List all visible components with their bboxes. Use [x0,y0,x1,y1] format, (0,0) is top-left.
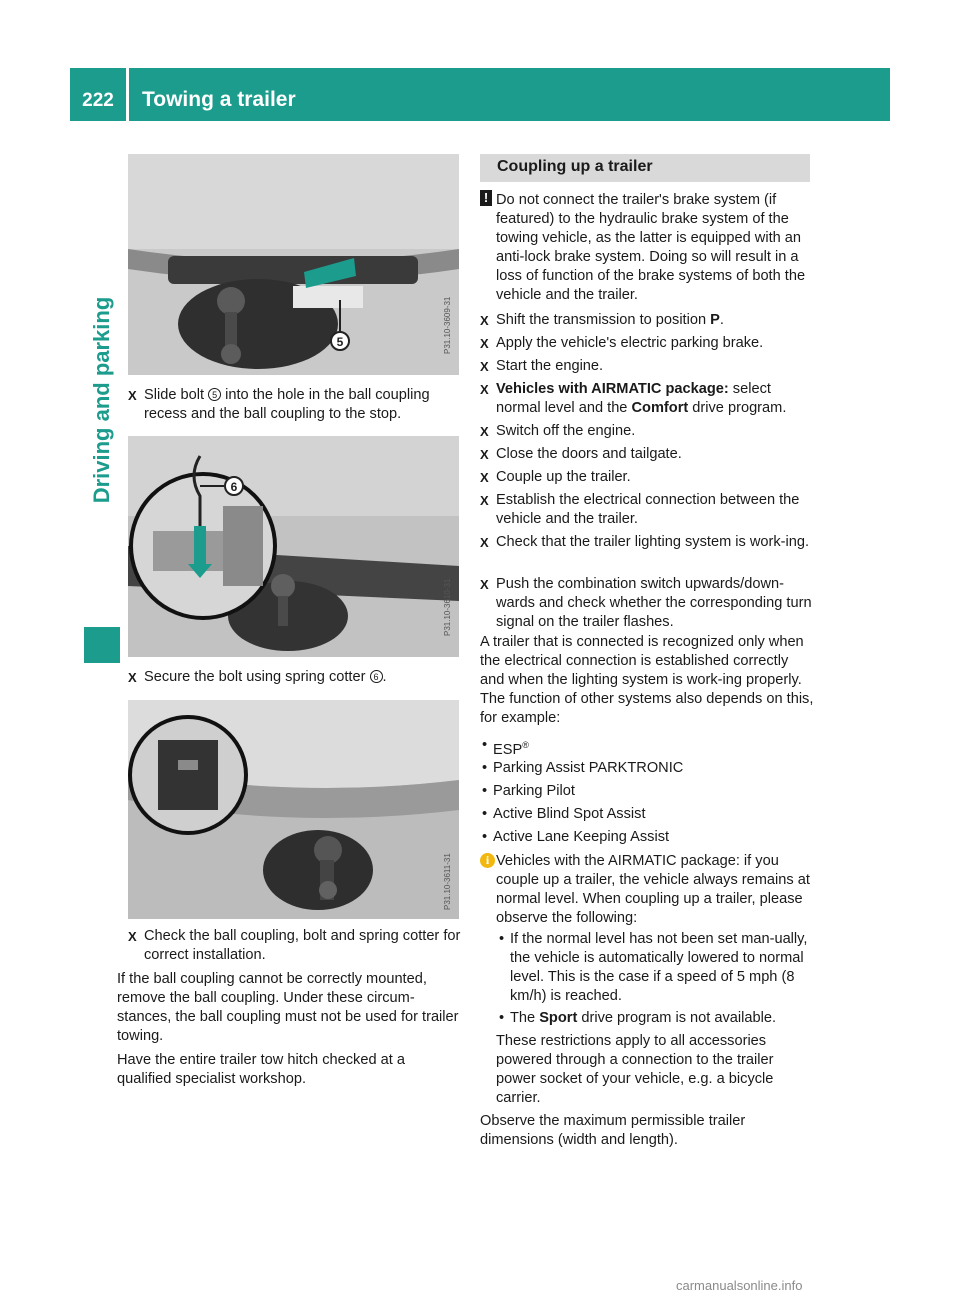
step-close-doors: X Close the doors and tailgate. [480,446,682,462]
step-couple-up: X Couple up the trailer. [480,469,631,485]
header-divider [126,68,129,121]
step-arrow-icon: X [480,424,489,439]
warning-text: Do not connect the trailer's brake system (if featured) to the hydraulic brake system of the towing vehicle, as the latter is equipped with an anti-lock brake system. Doing so will result in a loss of function of the brake systems of both the vehicle and the trailer. [496,192,806,303]
step-check-lighting: X Check that the trailer lighting system is work-ing. [480,534,810,550]
list-item: • Parking Assist PARKTRONIC [482,760,684,776]
paragraph-have-checked: Have the entire trailer tow hitch checked at a qualified specialist workshop. [117,1052,405,1087]
step-slide-bolt: X Slide bolt 5 into the hole in the ball coupling recess and the ball coupling to the stop. [128,387,430,422]
paragraph-cannot-mount: If the ball coupling cannot be correctly mounted, remove the ball coupling. Under these circum-stances, the ball coupling must not be used for trailer towing. [117,971,459,1044]
step-start-engine: X Start the engine. [480,358,604,374]
info-text: Vehicles with the AIRMATIC package: if you couple up a trailer, the vehicle always remains at normal level. When coupling up a trailer, please observe the following: [496,853,810,926]
list-item: • Active Blind Spot Assist [482,806,646,822]
step-airmatic: X Vehicles with AIRMATIC package: select normal level and the Comfort drive program. [480,381,787,416]
info-list-item: • The Sport drive program is not available. [499,1010,777,1026]
watermark: carmanualsonline.info [676,1278,803,1293]
photo1-code: P31.10-3609-31 [443,296,452,354]
step-arrow-icon: X [480,313,489,328]
step-arrow-icon: X [480,493,489,508]
photo3-code: P31.10-3611-31 [443,853,452,910]
step-arrow-icon: X [480,470,489,485]
step-arrow-icon: X [128,670,137,685]
step-parking-brake: X Apply the vehicle's electric parking brake. [480,335,764,351]
list-item: • Active Lane Keeping Assist [482,829,670,845]
step-arrow-icon: X [480,447,489,462]
photo1-callout: 5 [336,335,344,349]
step-arrow-icon: X [480,359,489,374]
step-arrow-icon: X [480,535,489,550]
section-heading: Coupling up a trailer [480,154,810,182]
photo2-callout: 6 [230,480,238,494]
step-secure-bolt: X Secure the bolt using spring cotter 6 . [128,669,387,685]
warning-icon: ! [480,190,492,206]
step-arrow-icon: X [128,929,137,944]
step-electrical: X Establish the electrical connection between the vehicle and the trailer. [480,492,800,527]
photo-spring-cotter [128,436,459,657]
callout-5: 5 [208,388,221,401]
list-item: • Parking Pilot [482,783,575,799]
info-restrictions: These restrictions apply to all accessories powered through a connection to the trailer power socket of your vehicle, e.g. a bicycle carrier. [496,1033,774,1106]
paragraph-observe: Observe the maximum permissible trailer dimensions (width and length). [480,1113,746,1148]
section-title: Towing a trailer [142,88,296,111]
step-arrow-icon: X [480,336,489,351]
paragraph-recognized: A trailer that is connected is recognized only when the electrical connection is established correctly and when the lighting system is work-ing properly. The function of other systems also depends on this, for example: [480,634,814,726]
step-arrow-icon: X [128,388,137,403]
step-combination-switch: X Push the combination switch upwards/down-wards and check whether the corresponding turn signal on the trailer flashes. [480,576,812,630]
step-arrow-icon: X [480,577,489,592]
step-switch-off: X Switch off the engine. [480,423,636,439]
photo-check-coupling [128,700,459,919]
list-item: • ESP® [482,737,529,758]
side-chapter-marker [84,627,120,663]
callout-6: 6 [370,670,383,683]
photo-slide-bolt [128,154,459,375]
side-chapter-label: Driving and parking [89,296,114,504]
photo2-code: P31.10-3610-31 [443,578,452,636]
info-list-item: • If the normal level has not been set man-ually, the vehicle is automatically lowered to normal level. This is the case if a speed of 5 mph (8 km/h) is reached. [499,931,808,1004]
step-check-coupling: X Check the ball coupling, bolt and spring cotter for correct installation. [128,928,461,963]
page-number: 222 [82,90,114,111]
step-arrow-icon: X [480,382,489,397]
step-shift-transmission: X Shift the transmission to position P. [480,312,724,328]
info-icon: i [480,853,495,868]
